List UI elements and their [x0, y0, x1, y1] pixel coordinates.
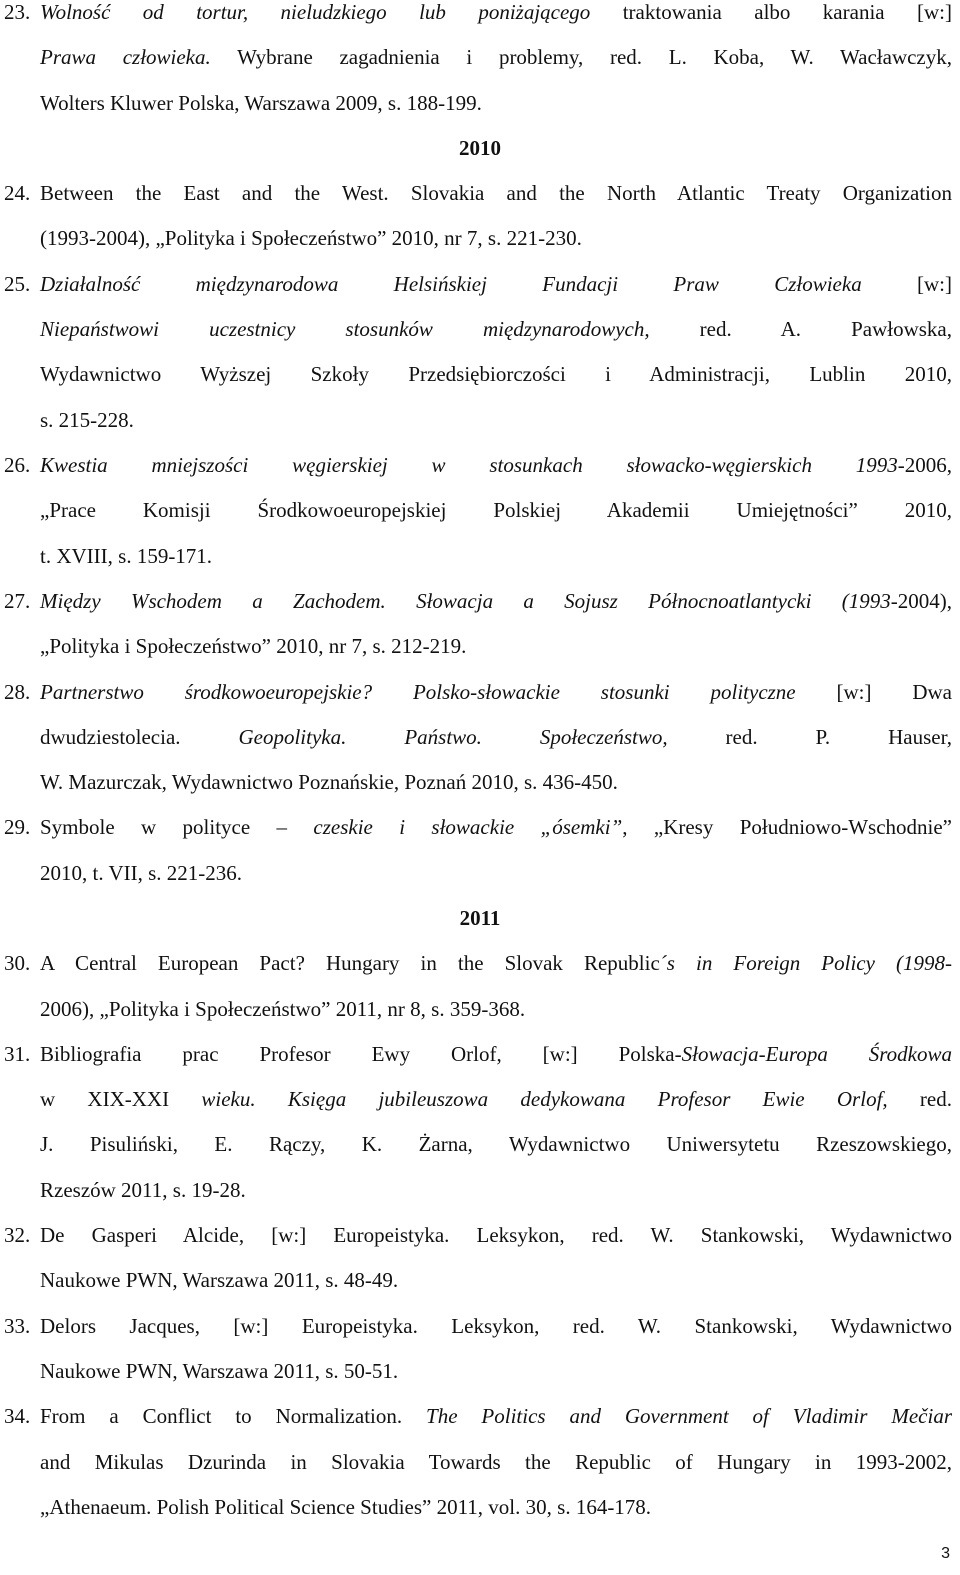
entry-line [40, 0, 952, 35]
entry-line [40, 1485, 952, 1530]
entry-number: 26. [4, 453, 31, 477]
text: and Mikulas Dzurinda in Slovakia Towards the Republic of Hungary in 1993-2002, [40, 1449, 952, 1474]
entry-line [40, 307, 952, 352]
italic-text: Geopolityka. Państwo. Społeczeństwo, [238, 724, 668, 749]
entry-line [40, 1394, 952, 1439]
text: dwudziestolecia. [40, 724, 239, 749]
entry-line [40, 1168, 952, 1213]
italic-text: Niepaństwowi uczestnicy stosunków międzynarodowych, [40, 317, 650, 342]
entry-line [40, 262, 952, 307]
text: A Central European Pact? Hungary in the Slovak Republic [40, 951, 660, 976]
italic-text: Między Wschodem a Zachodem. Słowacja a Sojusz Północnoatlantycki (1993 [40, 588, 891, 613]
text: De Gasperi Alcide, [w:] Europeistyka. Leksykon, red. W. Stankowski, Wydawnictwo [40, 1223, 952, 1248]
text: red. [887, 1087, 952, 1112]
entry-number: 34. [4, 1404, 31, 1429]
italic-text: Działalność międzynarodowa Helsińskiej Fundacji Praw Człowieka [40, 271, 862, 296]
entry-line [40, 1213, 952, 1258]
entry-line [40, 216, 952, 261]
text: Wydawnictwo Wyższej Szkoły Przedsiębiorczości i Administracji, Lublin 2010, [40, 362, 952, 387]
italic-text: Partnerstwo środkowoeuropejskie? Polsko-słowackie stosunki polityczne [40, 679, 796, 704]
entry-line [40, 1440, 952, 1485]
text: Between the East and the West. Slovakia and the North Atlantic Treaty Organization [40, 181, 952, 206]
text: From a Conflict to Normalization. [40, 1404, 427, 1429]
text: W. Mazurczak, Wydawnictwo Poznańskie, Poznań 2010, s. 436-450. [40, 770, 618, 795]
text: „Polityka i Społeczeństwo” 2010, nr 7, s. 212-219. [40, 634, 467, 659]
text: „Athenaeum. Polish Political Science Studies” 2011, vol. 30, s. 164-178. [40, 1494, 652, 1519]
entry-number: 28. [4, 679, 31, 704]
entry-number: 33. [4, 1313, 31, 1338]
entry-line [40, 941, 952, 986]
text: traktowania albo karania [w:] [590, 0, 952, 24]
entry-number: 24. [4, 181, 31, 206]
entry-line [40, 579, 952, 624]
entry-line [40, 171, 952, 216]
entry-number: 23. [4, 0, 31, 24]
entry-number: 32. [4, 1223, 31, 1248]
text: Delors Jacques, [w:] Europeistyka. Leksykon, red. W. Stankowski, Wydawnictwo [40, 1313, 952, 1338]
entry-line [40, 352, 952, 397]
entry-line [40, 1032, 952, 1077]
italic-text: The Politics and Government of Vladimir Mečiar [426, 1404, 952, 1429]
text: , „Kresy Południowo-Wschodnie” [622, 815, 952, 840]
text: J. Pisuliński, E. Rączy, K. Żarna, Wydawnictwo Uniwersytetu Rzeszowskiego, [40, 1132, 952, 1157]
italic-text: Kwestia mniejszości węgierskiej w stosunkach słowacko-węgierskich 1993 [40, 453, 898, 477]
italic-text: Wolność od tortur, nieludzkiego lub poniżającego [40, 0, 591, 24]
text: [w:] Dwa [795, 679, 953, 704]
text: s. 215-228. [40, 407, 134, 432]
italic-text: czeskie i słowackie „ósemki” [313, 815, 623, 840]
text: Rzeszów 2011, s. 19-28. [40, 1177, 246, 1202]
italic-text: Słowacja-Europa Środkowa [681, 1041, 952, 1066]
text: Wolters Kluwer Polska, Warszawa 2009, s. 188-199. [40, 90, 482, 115]
text: „Prace Komisji Środkowoeuropejskiej Polskiej Akademii Umiejętności” 2010, [40, 498, 952, 523]
entry-number: 30. [4, 951, 31, 976]
entry-line [40, 488, 952, 533]
text: red. A. Pawłowska, [649, 317, 952, 342]
text: Wybrane zagadnienia i problemy, red. L. Koba, W. Wacławczyk, [210, 45, 952, 70]
entry-line [40, 443, 952, 488]
entry-line [40, 1122, 952, 1167]
text: -2004), [890, 588, 952, 613]
text: 2006), „Polityka i Społeczeństwo” 2011, nr 8, s. 359-368. [40, 996, 526, 1021]
text: (1993-2004), „Polityka i Społeczeństwo” 2010, nr 7, s. 221-230. [40, 226, 582, 251]
text: Symbole w polityce – [40, 815, 314, 840]
year-heading: 2011 [459, 906, 501, 930]
entry-line [40, 987, 952, 1032]
entry-number: 25. [4, 271, 31, 296]
entry-number: 31. [4, 1041, 31, 1066]
entry-number: 27. [4, 588, 31, 613]
text: -2006, [897, 453, 952, 477]
text: - [945, 951, 952, 976]
entry-line [40, 1258, 952, 1303]
entry-line [40, 805, 952, 850]
entry-line [40, 670, 952, 715]
entry-number: 29. [4, 815, 31, 840]
text: red. P. Hauser, [667, 724, 952, 749]
italic-text: ´s in Foreign Policy (1998 [659, 951, 945, 976]
entry-line [40, 1349, 952, 1394]
entry-line [40, 35, 952, 80]
text: Naukowe PWN, Warszawa 2011, s. 48-49. [40, 1268, 399, 1293]
entry-line [40, 624, 952, 669]
page-number: 3 [941, 1545, 950, 1562]
text: w XIX-XXI [40, 1087, 202, 1112]
entry-line [40, 760, 952, 805]
text: Bibliografia prac Profesor Ewy Orlof, [w:] Polska- [40, 1041, 682, 1066]
entry-line [40, 851, 952, 896]
italic-text: Prawa człowieka. [40, 45, 211, 70]
entry-line [40, 81, 952, 126]
year-heading: 2010 [459, 135, 501, 160]
entry-line [40, 1077, 952, 1122]
text: Naukowe PWN, Warszawa 2011, s. 50-51. [40, 1358, 399, 1383]
entry-line [40, 398, 952, 443]
text: [w:] [861, 271, 952, 296]
text: 2010, t. VII, s. 221-236. [40, 860, 243, 885]
entry-line [40, 1304, 952, 1349]
text: t. XVIII, s. 159-171. [40, 543, 213, 568]
entry-line [40, 534, 952, 579]
italic-text: wieku. Księga jubileuszowa dedykowana Profesor Ewie Orlof, [201, 1087, 888, 1112]
entry-line [40, 715, 952, 760]
